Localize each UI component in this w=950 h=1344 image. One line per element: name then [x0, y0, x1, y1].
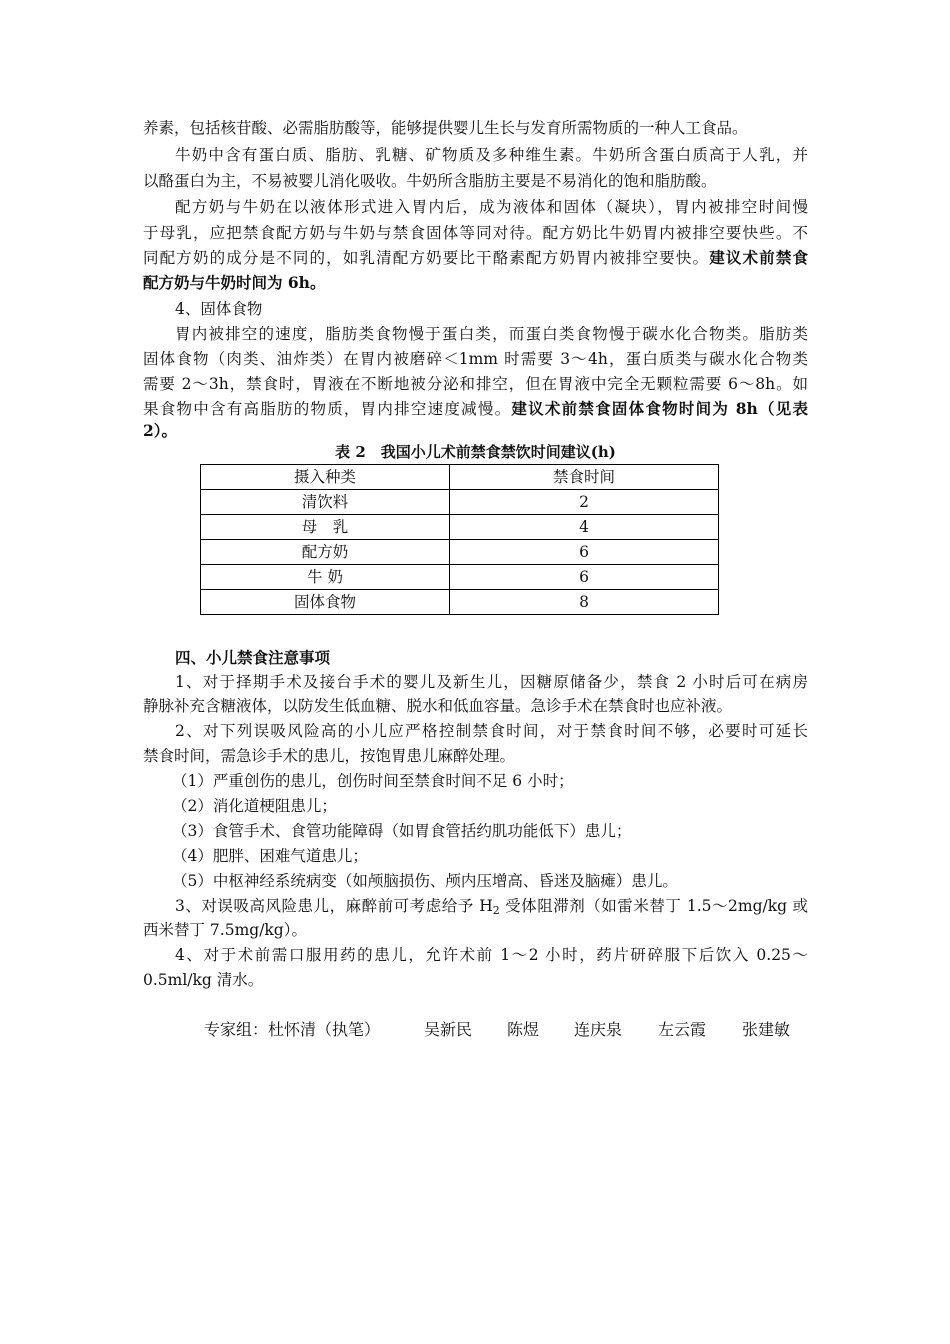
expert-name: 吴新民: [424, 1020, 473, 1039]
expert-name: 张建敏: [742, 1020, 791, 1039]
table-cell: 8: [450, 590, 719, 615]
paragraph-line: 2、对下列误吸风险高的小儿应严格控制禁食时间，对于禁食时间不够，必要时可延长: [175, 722, 808, 740]
paragraph-line: 2）。: [143, 421, 178, 440]
table-cell: 牛 奶: [201, 565, 450, 590]
paragraph-line: 需要 2～3h，禁食时，胃液在不断地被分泌和排空，但在胃液中完全无颗粒需要 6～8h。如: [143, 375, 808, 393]
text-normal: 3、对误吸高风险患儿，麻醉前可考虑给予 H: [175, 897, 493, 915]
paragraph-line: 0.5ml/kg 清水。: [143, 971, 264, 989]
expert-label: 专家组：杜怀清（执笔）: [204, 1020, 381, 1039]
text-normal: 同配方奶的成分是不同的，如乳清配方奶要比干酪素配方奶胃内被排空要快。: [143, 249, 710, 267]
table-header-cell: 摄入种类: [201, 465, 450, 490]
fasting-time-table: [200, 464, 719, 615]
paragraph-line: 固体食物（肉类、油炸类）在胃内被磨碎＜1mm 时需要 3～4h，蛋白质类与碳水化合物类: [143, 350, 808, 368]
list-item: （5）中枢神经系统病变（如颅脑损伤、颅内压增高、昏迷及脑瘫）患儿。: [172, 872, 678, 890]
paragraph-line: 牛奶中含有蛋白质、脂肪、乳糖、矿物质及多种维生素。牛奶所含蛋白质高于人乳，并: [175, 146, 808, 164]
paragraph-line: [143, 399, 808, 419]
text-bold: 建议术前禁食固体食物时间为 8h（见表: [511, 399, 808, 418]
table-row: [201, 590, 719, 615]
paragraph-line: 以酪蛋白为主，不易被婴儿消化吸收。牛奶所含脂肪主要是不易消化的饱和脂肪酸。: [143, 172, 717, 190]
paragraph-line: 静脉补充含糖液体，以防发生低血糖、脱水和低血容量。急诊手术在禁食时也应补液。: [143, 697, 733, 715]
paragraph-line: 胃内被排空的速度，脂肪类食物慢于蛋白类，而蛋白类食物慢于碳水化合物类。脂肪类: [175, 325, 808, 343]
text-bold: 建议术前禁食: [709, 248, 808, 267]
table-cell: 4: [450, 515, 719, 540]
text-normal: 果食物中含有高脂肪的物质，胃内排空速度减慢。: [143, 400, 512, 418]
paragraph-line: 1、对于择期手术及接台手术的婴儿及新生儿，因糖原储备少，禁食 2 小时后可在病房: [175, 673, 808, 691]
paragraph-line: 西米替丁 7.5mg/kg）。: [143, 921, 307, 939]
text-normal: 受体阻滞剂（如雷米替丁 1.5～2mg/kg 或: [499, 897, 808, 915]
table-row: [201, 490, 719, 515]
paragraph-line: 配方奶与牛奶在以液体形式进入胃内后，成为液体和固体（凝块），胃内被排空时间慢: [175, 198, 808, 216]
section-heading: 四、小儿禁食注意事项: [175, 648, 331, 667]
paragraph-line: 配方奶与牛奶时间为 6h。: [143, 273, 326, 292]
paragraph-line: 养素，包括核苷酸、必需脂肪酸等，能够提供婴儿生长与发育所需物质的一种人工食品。: [143, 119, 748, 137]
table-cell: 固体食物: [201, 590, 450, 615]
paragraph-line: [143, 248, 808, 268]
paragraph-line: 4、对于术前需口服用药的患儿，允许术前 1～2 小时，药片研碎服下后饮入 0.25～: [175, 946, 808, 964]
table-header-cell: 禁食时间: [450, 465, 719, 490]
table-caption: 表 2 我国小儿术前禁食禁饮时间建议(h): [335, 443, 616, 461]
table-cell: 6: [450, 540, 719, 565]
table-cell: 配方奶: [201, 540, 450, 565]
table-header-row: [201, 465, 719, 490]
list-item: （3）食管手术、食管功能障碍（如胃食管括约肌功能低下）患儿；: [172, 822, 632, 840]
section-heading: 4、固体食物: [175, 300, 263, 318]
table-cell: 清饮料: [201, 490, 450, 515]
paragraph-line: [175, 896, 808, 921]
table-cell: 2: [450, 490, 719, 515]
paragraph-line: 于母乳，应把禁食配方奶与牛奶与禁食固体等同对待。配方奶比牛奶胃内被排空要快些。不: [143, 224, 808, 242]
list-item: （2）消化道梗阻患儿；: [172, 797, 337, 815]
expert-name: 左云霞: [658, 1020, 707, 1039]
table-row: [201, 515, 719, 540]
paragraph-line: 禁食时间，需急诊手术的患儿，按饱胃患儿麻醉处理。: [143, 747, 516, 765]
table-row: [201, 565, 719, 590]
table-cell: 母 乳: [201, 515, 450, 540]
expert-name: 陈煜: [507, 1020, 540, 1039]
table-cell: 6: [450, 565, 719, 590]
expert-name: 连庆泉: [574, 1020, 623, 1039]
subscript: 2: [492, 904, 500, 917]
list-item: （1）严重创伤的患儿，创伤时间至禁食时间不足 6 小时；: [172, 772, 574, 790]
table-row: [201, 540, 719, 565]
list-item: （4）肥胖、困难气道患儿；: [172, 847, 368, 865]
